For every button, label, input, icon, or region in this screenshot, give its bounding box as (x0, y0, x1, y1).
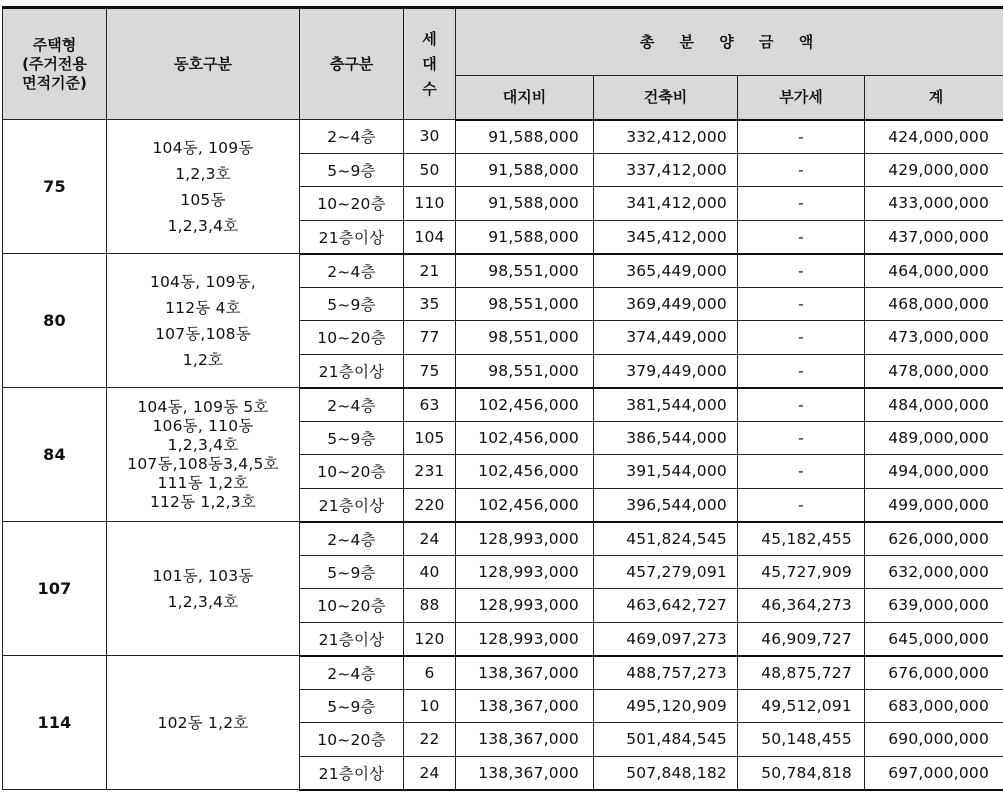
housing-type-cell: 114 (3, 656, 107, 790)
units-cell: 231 (404, 455, 456, 489)
units-header-char: 세 (422, 29, 437, 48)
units-cell: 35 (404, 287, 456, 321)
total-price-cell: 683,000,000 (865, 689, 1003, 723)
units-cell: 88 (404, 589, 456, 623)
units-cell: 24 (404, 522, 456, 556)
building-price-cell: 369,449,000 (594, 287, 738, 321)
housing-type-cell: 75 (3, 120, 107, 254)
units-cell: 120 (404, 622, 456, 656)
land-price-cell: 98,551,000 (456, 354, 594, 388)
building-price-cell: 396,544,000 (594, 488, 738, 522)
total-price-cell: 645,000,000 (865, 622, 1003, 656)
total-price-cell: 464,000,000 (865, 254, 1003, 288)
dong-ho-cell (107, 522, 300, 656)
table-header (3, 8, 1003, 120)
vat-cell: - (738, 187, 865, 221)
type-header-line: 면적기준) (22, 73, 87, 92)
sales-price-table (2, 6, 1003, 791)
type-header-line: (주거전용 (22, 54, 87, 73)
total-price-cell: 489,000,000 (865, 421, 1003, 455)
dong-ho-line: 106동, 110동 (152, 416, 254, 435)
floor-cell: 5~9층 (300, 153, 404, 187)
dong-ho-cell (107, 120, 300, 254)
housing-type-cell: 80 (3, 254, 107, 388)
building-price-cell: 457,279,091 (594, 555, 738, 589)
total-price-header: 총 분 양 금 액 (456, 8, 1003, 76)
units-cell: 21 (404, 254, 456, 288)
units-cell: 110 (404, 187, 456, 221)
building-price-cell: 381,544,000 (594, 388, 738, 422)
land-price-cell: 98,551,000 (456, 254, 594, 288)
dong-header: 동호구분 (107, 8, 300, 120)
table-row (3, 522, 1003, 556)
dong-ho-line: 102동 1,2호 (157, 713, 249, 732)
land-price-cell: 138,367,000 (456, 656, 594, 690)
dong-ho-line: 107동,108동3,4,5호 (127, 454, 279, 473)
type-header-line: 주택형 (32, 35, 77, 54)
land-price-cell: 91,588,000 (456, 120, 594, 154)
building-price-cell: 391,544,000 (594, 455, 738, 489)
units-cell: 105 (404, 421, 456, 455)
total-price-cell: 478,000,000 (865, 354, 1003, 388)
vat-cell: 48,875,727 (738, 656, 865, 690)
dong-ho-cell (107, 656, 300, 790)
table-row (3, 388, 1003, 422)
land-price-cell: 138,367,000 (456, 723, 594, 757)
vat-cell: - (738, 153, 865, 187)
total-price-cell: 473,000,000 (865, 321, 1003, 355)
units-header-char: 수 (422, 79, 437, 98)
units-cell: 22 (404, 723, 456, 757)
floor-cell: 2~4층 (300, 388, 404, 422)
total-price-cell: 429,000,000 (865, 153, 1003, 187)
land-price-cell: 102,456,000 (456, 488, 594, 522)
total-price-cell: 494,000,000 (865, 455, 1003, 489)
floor-cell: 10~20층 (300, 455, 404, 489)
units-cell: 104 (404, 220, 456, 254)
floor-cell: 2~4층 (300, 522, 404, 556)
units-cell: 63 (404, 388, 456, 422)
total-price-cell: 499,000,000 (865, 488, 1003, 522)
land-price-cell: 128,993,000 (456, 622, 594, 656)
table-row (3, 254, 1003, 288)
dong-ho-line: 104동, 109동 (152, 138, 254, 157)
total-price-cell: 626,000,000 (865, 522, 1003, 556)
floor-cell: 2~4층 (300, 254, 404, 288)
building-price-cell: 332,412,000 (594, 120, 738, 154)
floor-cell: 5~9층 (300, 287, 404, 321)
header-row-1 (3, 8, 1003, 76)
housing-type-cell: 84 (3, 388, 107, 522)
building-price-cell: 501,484,545 (594, 723, 738, 757)
units-cell: 6 (404, 656, 456, 690)
dong-ho-cell (107, 388, 300, 522)
housing-type-cell: 107 (3, 522, 107, 656)
building-price-cell: 469,097,273 (594, 622, 738, 656)
land-price-cell: 91,588,000 (456, 153, 594, 187)
units-cell: 10 (404, 689, 456, 723)
land-price-cell: 102,456,000 (456, 388, 594, 422)
vat-cell: - (738, 455, 865, 489)
building-price-cell: 463,642,727 (594, 589, 738, 623)
building-price-cell: 495,120,909 (594, 689, 738, 723)
building-price-cell: 488,757,273 (594, 656, 738, 690)
total-price-cell: 468,000,000 (865, 287, 1003, 321)
building-price-cell: 374,449,000 (594, 321, 738, 355)
dong-ho-line: 107동,108동 (155, 324, 251, 343)
dong-ho-line: 112동 4호 (165, 298, 241, 317)
dong-ho-line: 111동 1,2호 (157, 473, 249, 492)
vat-cell: - (738, 488, 865, 522)
building-price-cell: 365,449,000 (594, 254, 738, 288)
table-body (3, 120, 1003, 790)
floor-cell: 5~9층 (300, 689, 404, 723)
dong-ho-line: 104동, 109동, (149, 272, 257, 291)
vat-cell: 45,182,455 (738, 522, 865, 556)
vat-cell: - (738, 321, 865, 355)
land-price-cell: 98,551,000 (456, 321, 594, 355)
units-cell: 75 (404, 354, 456, 388)
vat-cell: - (738, 287, 865, 321)
dong-ho-line: 105동 (180, 190, 226, 209)
dong-ho-line: 1,2,3,4호 (167, 592, 239, 611)
floor-cell: 21층이상 (300, 354, 404, 388)
land-price-cell: 128,993,000 (456, 589, 594, 623)
building-price-cell: 451,824,545 (594, 522, 738, 556)
dong-ho-line: 1,2,3,4호 (167, 216, 239, 235)
dong-ho-line: 1,2호 (182, 350, 224, 369)
total-price-cell: 697,000,000 (865, 756, 1003, 790)
dong-ho-cell (107, 254, 300, 388)
total-price-cell: 632,000,000 (865, 555, 1003, 589)
total-price-cell: 484,000,000 (865, 388, 1003, 422)
building-header: 건축비 (594, 76, 738, 120)
units-cell: 30 (404, 120, 456, 154)
dong-ho-line: 1,2,3호 (175, 164, 231, 183)
building-price-cell: 386,544,000 (594, 421, 738, 455)
building-price-cell: 341,412,000 (594, 187, 738, 221)
vat-cell: 45,727,909 (738, 555, 865, 589)
vat-cell: - (738, 421, 865, 455)
units-cell: 40 (404, 555, 456, 589)
vat-header: 부가세 (738, 76, 865, 120)
land-price-cell: 128,993,000 (456, 555, 594, 589)
land-price-cell: 98,551,000 (456, 287, 594, 321)
vat-cell: 49,512,091 (738, 689, 865, 723)
floor-cell: 10~20층 (300, 321, 404, 355)
dong-ho-line: 104동, 109동 5호 (137, 397, 269, 416)
land-price-cell: 138,367,000 (456, 756, 594, 790)
floor-cell: 5~9층 (300, 421, 404, 455)
total-price-cell: 437,000,000 (865, 220, 1003, 254)
dong-ho-line: 112동 1,2,3호 (149, 492, 257, 511)
building-price-cell: 379,449,000 (594, 354, 738, 388)
land-price-cell: 102,456,000 (456, 455, 594, 489)
land-price-cell: 128,993,000 (456, 522, 594, 556)
vat-cell: - (738, 254, 865, 288)
total-price-cell: 424,000,000 (865, 120, 1003, 154)
total-price-cell: 690,000,000 (865, 723, 1003, 757)
land-price-cell: 102,456,000 (456, 421, 594, 455)
floor-cell: 21층이상 (300, 488, 404, 522)
vat-cell: - (738, 120, 865, 154)
floor-cell: 21층이상 (300, 756, 404, 790)
floor-cell: 21층이상 (300, 622, 404, 656)
units-cell: 220 (404, 488, 456, 522)
sum-header: 계 (865, 76, 1003, 120)
floor-cell: 10~20층 (300, 187, 404, 221)
units-header (404, 8, 456, 120)
vat-cell: - (738, 220, 865, 254)
floor-header: 층구분 (300, 8, 404, 120)
land-header: 대지비 (456, 76, 594, 120)
units-cell: 24 (404, 756, 456, 790)
building-price-cell: 337,412,000 (594, 153, 738, 187)
dong-ho-line: 101동, 103동 (152, 566, 254, 585)
table-row (3, 120, 1003, 154)
building-price-cell: 345,412,000 (594, 220, 738, 254)
vat-cell: 46,909,727 (738, 622, 865, 656)
land-price-cell: 91,588,000 (456, 220, 594, 254)
units-cell: 77 (404, 321, 456, 355)
land-price-cell: 91,588,000 (456, 187, 594, 221)
floor-cell: 10~20층 (300, 589, 404, 623)
units-cell: 50 (404, 153, 456, 187)
vat-cell: 50,148,455 (738, 723, 865, 757)
land-price-cell: 138,367,000 (456, 689, 594, 723)
total-price-cell: 676,000,000 (865, 656, 1003, 690)
vat-cell: - (738, 388, 865, 422)
vat-cell: 50,784,818 (738, 756, 865, 790)
floor-cell: 10~20층 (300, 723, 404, 757)
floor-cell: 21층이상 (300, 220, 404, 254)
floor-cell: 2~4층 (300, 120, 404, 154)
total-price-cell: 433,000,000 (865, 187, 1003, 221)
building-price-cell: 507,848,182 (594, 756, 738, 790)
type-header (3, 8, 107, 120)
units-header-char: 대 (422, 54, 437, 73)
vat-cell: - (738, 354, 865, 388)
table-row (3, 656, 1003, 690)
total-price-cell: 639,000,000 (865, 589, 1003, 623)
floor-cell: 2~4층 (300, 656, 404, 690)
floor-cell: 5~9층 (300, 555, 404, 589)
dong-ho-line: 1,2,3,4호 (167, 435, 239, 454)
vat-cell: 46,364,273 (738, 589, 865, 623)
